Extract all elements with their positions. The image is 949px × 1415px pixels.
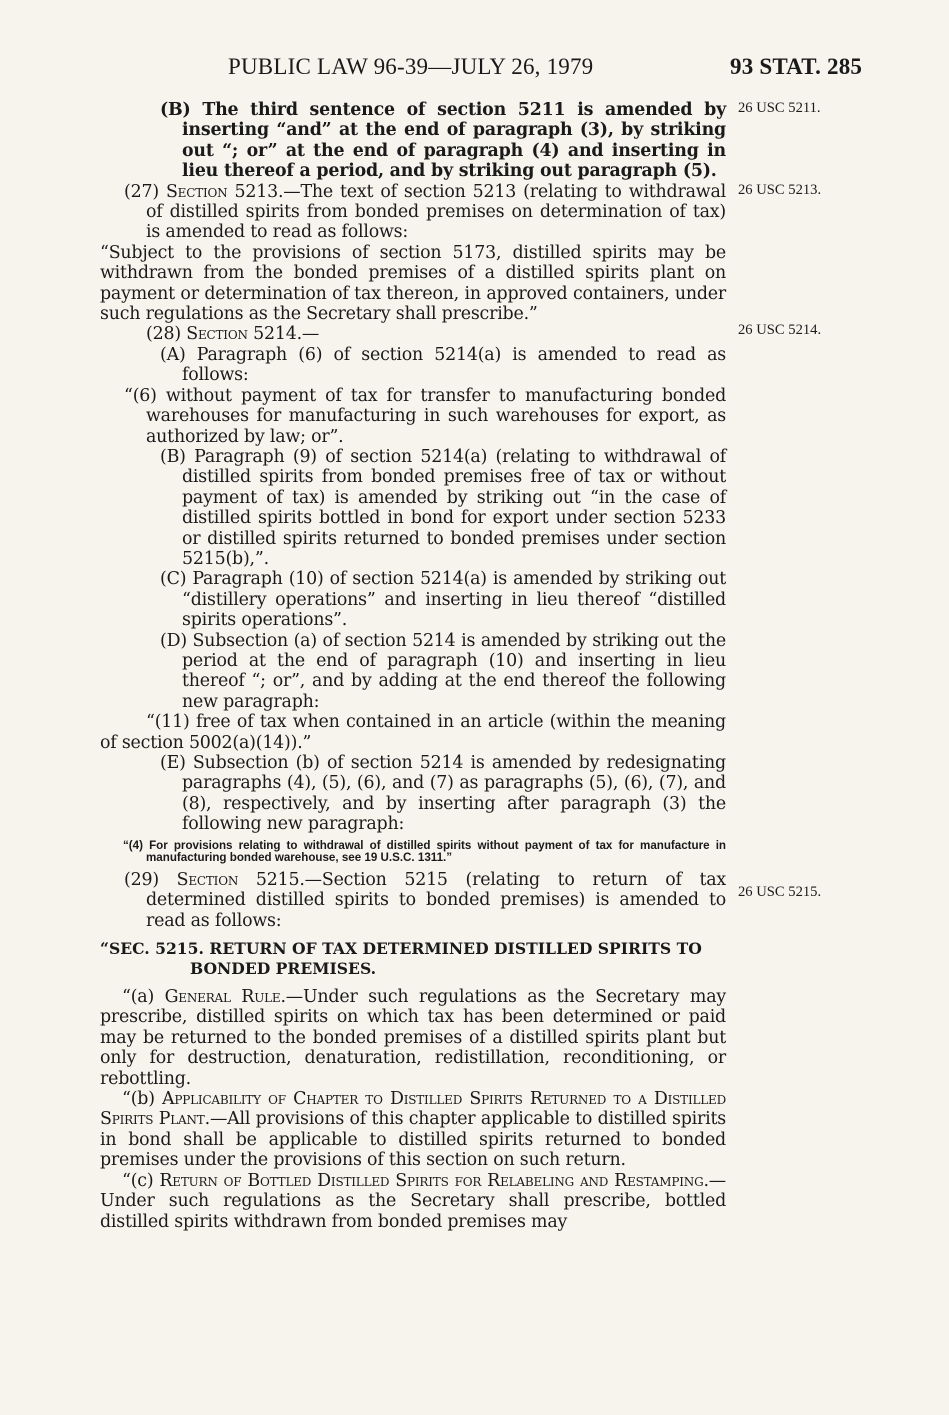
paragraph: (B) Paragraph (9) of section 5214(a) (relating to withdrawal of distilled spirits from bonded premises free of tax or without payment of tax) is amended by striking out “in the case of distilled spirits bottled in bond for export under section 5233 or distilled spirits returned to bonded premises under section 5215(b),”.	[160, 446, 726, 569]
paragraph: “(a) General Rule.—Under such regulations as the Secretary may prescribe, distilled spirits on which tax has been determined or paid may be returned to the bonded premises of a distilled spirits plant but only for destruction, denaturation, redistillation, reconditioning, or rebottling.	[100, 987, 727, 1089]
paragraph: (A) Paragraph (6) of section 5214(a) is amended to read as follows:	[160, 344, 726, 386]
paragraph: “(b) Applicability of Chapter to Distilled Spirits Returned to a Distilled Spirits Plant.—All provisions of this chapter applicable to distilled spirits in bond shall be applicable to distilled spirits returned to bonded premises under the provisions of this section on such return.	[100, 1089, 727, 1171]
running-head-title: PUBLIC LAW 96-39—JULY 26, 1979	[228, 54, 594, 79]
margin-citation: 26 USC 5215.	[738, 884, 822, 900]
section-heading: “SEC. 5215. RETURN OF TAX DETERMINED DISTILLED SPIRITS TO BONDED PREMISES.	[100, 939, 702, 979]
paragraph: (28) Section 5214.—	[146, 324, 320, 345]
paragraph: “Subject to the provisions of section 5173, distilled spirits may be withdrawn from the bonded premises of a distilled spirits plant on payment or determination of tax thereon, in approved containers, under such regulations as the Secretary shall prescribe.”	[100, 242, 726, 325]
paragraph: (B) The third sentence of section 5211 is amended by inserting “and” at the end of paragraph (3), by striking out “; or” at the end of paragraph (4) and inserting in lieu thereof a period, and by striking out paragraph (5).	[160, 100, 726, 182]
margin-citation: 26 USC 5213.	[738, 182, 822, 198]
document-body	[100, 100, 726, 1232]
margin-citation: 26 USC 5214.	[738, 322, 822, 338]
paragraph: “(c) Return of Bottled Distilled Spirits for Relabeling and Restamping.—Under such regulations as the Secretary shall prescribe, bottled distilled spirits withdrawn from bonded premises may	[100, 1170, 726, 1232]
cross-reference-note: “(4) For provisions relating to withdrawal of distilled spirits without payment of tax for manufacture in manufacturing bonded warehouse, see 19 U.S.C. 1311.”	[123, 838, 726, 865]
margin-citation: 26 USC 5211.	[738, 100, 821, 116]
page-citation: 93 STAT. 285	[730, 54, 863, 79]
paragraph: (D) Subsection (a) of section 5214 is amended by striking out the period at the end of paragraph (10) and inserting in lieu thereof “; or”, and by adding at the end thereof the following new paragraph:	[160, 630, 726, 712]
paragraph: “(11) free of tax when contained in an article (within the meaning of section 5002(a)(14)).”	[100, 712, 726, 753]
paragraph: (27) Section 5213.—The text of section 5213 (relating to withdrawal of distilled spirits from bonded premises on determination of tax) is amended to read as follows:	[124, 181, 726, 243]
paragraph: “(6) without payment of tax for transfer to manufacturing bonded warehouses for manufacturing in such warehouses for export, as authorized by law; or”.	[124, 385, 726, 447]
paragraph: (C) Paragraph (10) of section 5214(a) is amended by striking out “distillery operations” and inserting in lieu thereof “distilled spirits operations”.	[160, 569, 726, 631]
paragraph: (29) Section 5215.—Section 5215 (relating to return of tax determined distilled spirits to bonded premises) is amended to read as follows:	[124, 869, 727, 931]
paragraph: (E) Subsection (b) of section 5214 is amended by redesignating paragraphs (4), (5), (6), and (7) as paragraphs (5), (6), (7), and (8), respectively, and by inserting after paragraph (3) the following new paragraph:	[160, 753, 726, 835]
